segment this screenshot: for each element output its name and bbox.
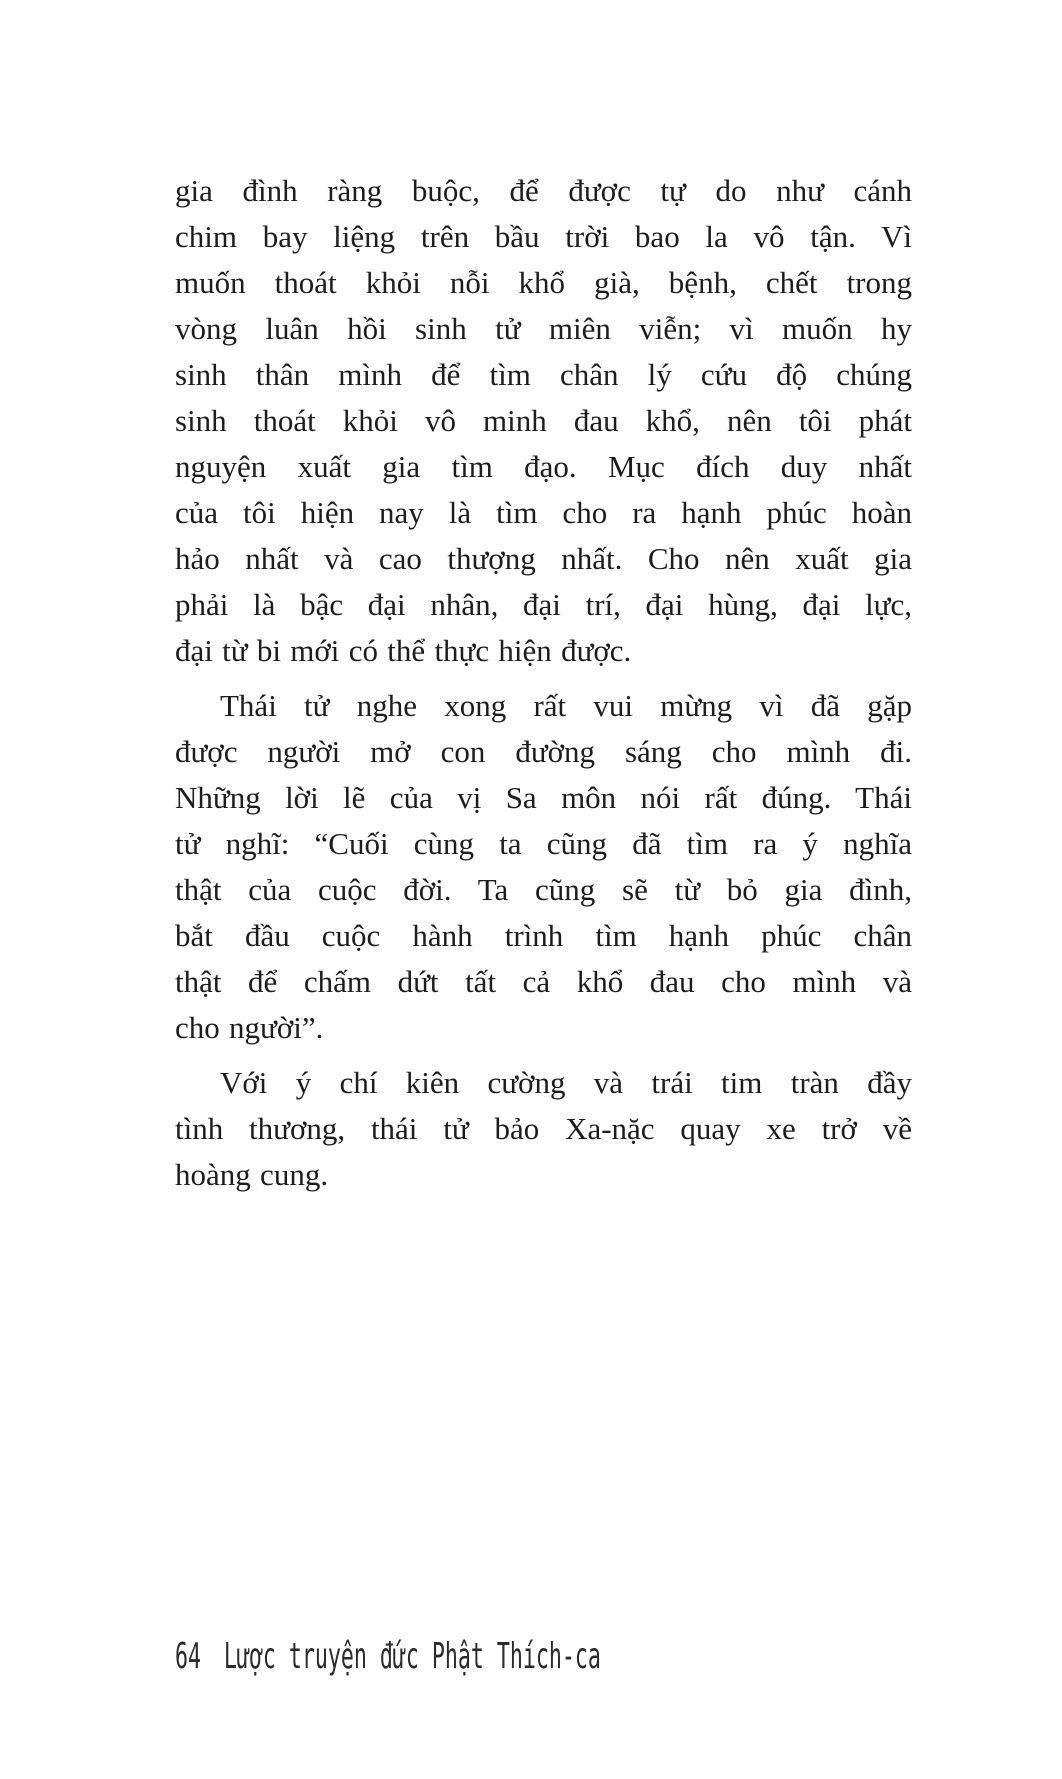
page-footer xyxy=(175,1636,601,1677)
text-line: tử nghĩ: “Cuối cùng ta cũng đã tìm ra ý nghĩa xyxy=(175,826,912,861)
text-line: của tôi hiện nay là tìm cho ra hạnh phúc hoàn xyxy=(175,495,912,530)
text-line: sinh thoát khỏi vô minh đau khổ, nên tôi phát xyxy=(175,403,912,438)
text-line: thật để chấm dứt tất cả khổ đau cho mình và xyxy=(175,964,912,999)
text-line: bắt đầu cuộc hành trình tìm hạnh phúc chân xyxy=(175,918,912,953)
text-line: sinh thân mình để tìm chân lý cứu độ chúng xyxy=(175,357,912,392)
page-number: 64 xyxy=(175,1636,202,1677)
text-line: được người mở con đường sáng cho mình đi. xyxy=(175,734,912,769)
text-line: vòng luân hồi sinh tử miên viễn; vì muốn hy xyxy=(175,311,912,346)
text-line: Những lời lẽ của vị Sa môn nói rất đúng. Thái xyxy=(175,780,912,815)
text-line: tình thương, thái tử bảo Xa-nặc quay xe trở về xyxy=(175,1111,912,1146)
text-line: Thái tử nghe xong rất vui mừng vì đã gặp xyxy=(220,688,912,723)
paragraph xyxy=(175,1060,912,1198)
text-line: Với ý chí kiên cường và trái tim tràn đầy xyxy=(220,1065,912,1100)
paragraph xyxy=(175,683,912,1051)
text-line: muốn thoát khỏi nỗi khổ già, bệnh, chết trong xyxy=(175,265,912,300)
text-line: đại từ bi mới có thể thực hiện được. xyxy=(175,633,632,668)
text-line: thật của cuộc đời. Ta cũng sẽ từ bỏ gia đình, xyxy=(175,872,912,907)
paragraph xyxy=(175,168,912,674)
text-block xyxy=(175,168,912,1198)
text-line: hoàng cung. xyxy=(175,1157,329,1192)
text-line: nguyện xuất gia tìm đạo. Mục đích duy nhất xyxy=(175,449,912,484)
text-line: phải là bậc đại nhân, đại trí, đại hùng, đại lực, xyxy=(175,587,912,622)
text-line: cho người”. xyxy=(175,1010,324,1045)
text-line: chim bay liệng trên bầu trời bao la vô tận. Vì xyxy=(175,219,912,254)
text-line: gia đình ràng buộc, để được tự do như cánh xyxy=(175,173,912,208)
book-title: Lược truyện đức Phật Thích-ca xyxy=(223,1636,601,1677)
text-line: hảo nhất và cao thượng nhất. Cho nên xuất gia xyxy=(175,541,912,576)
